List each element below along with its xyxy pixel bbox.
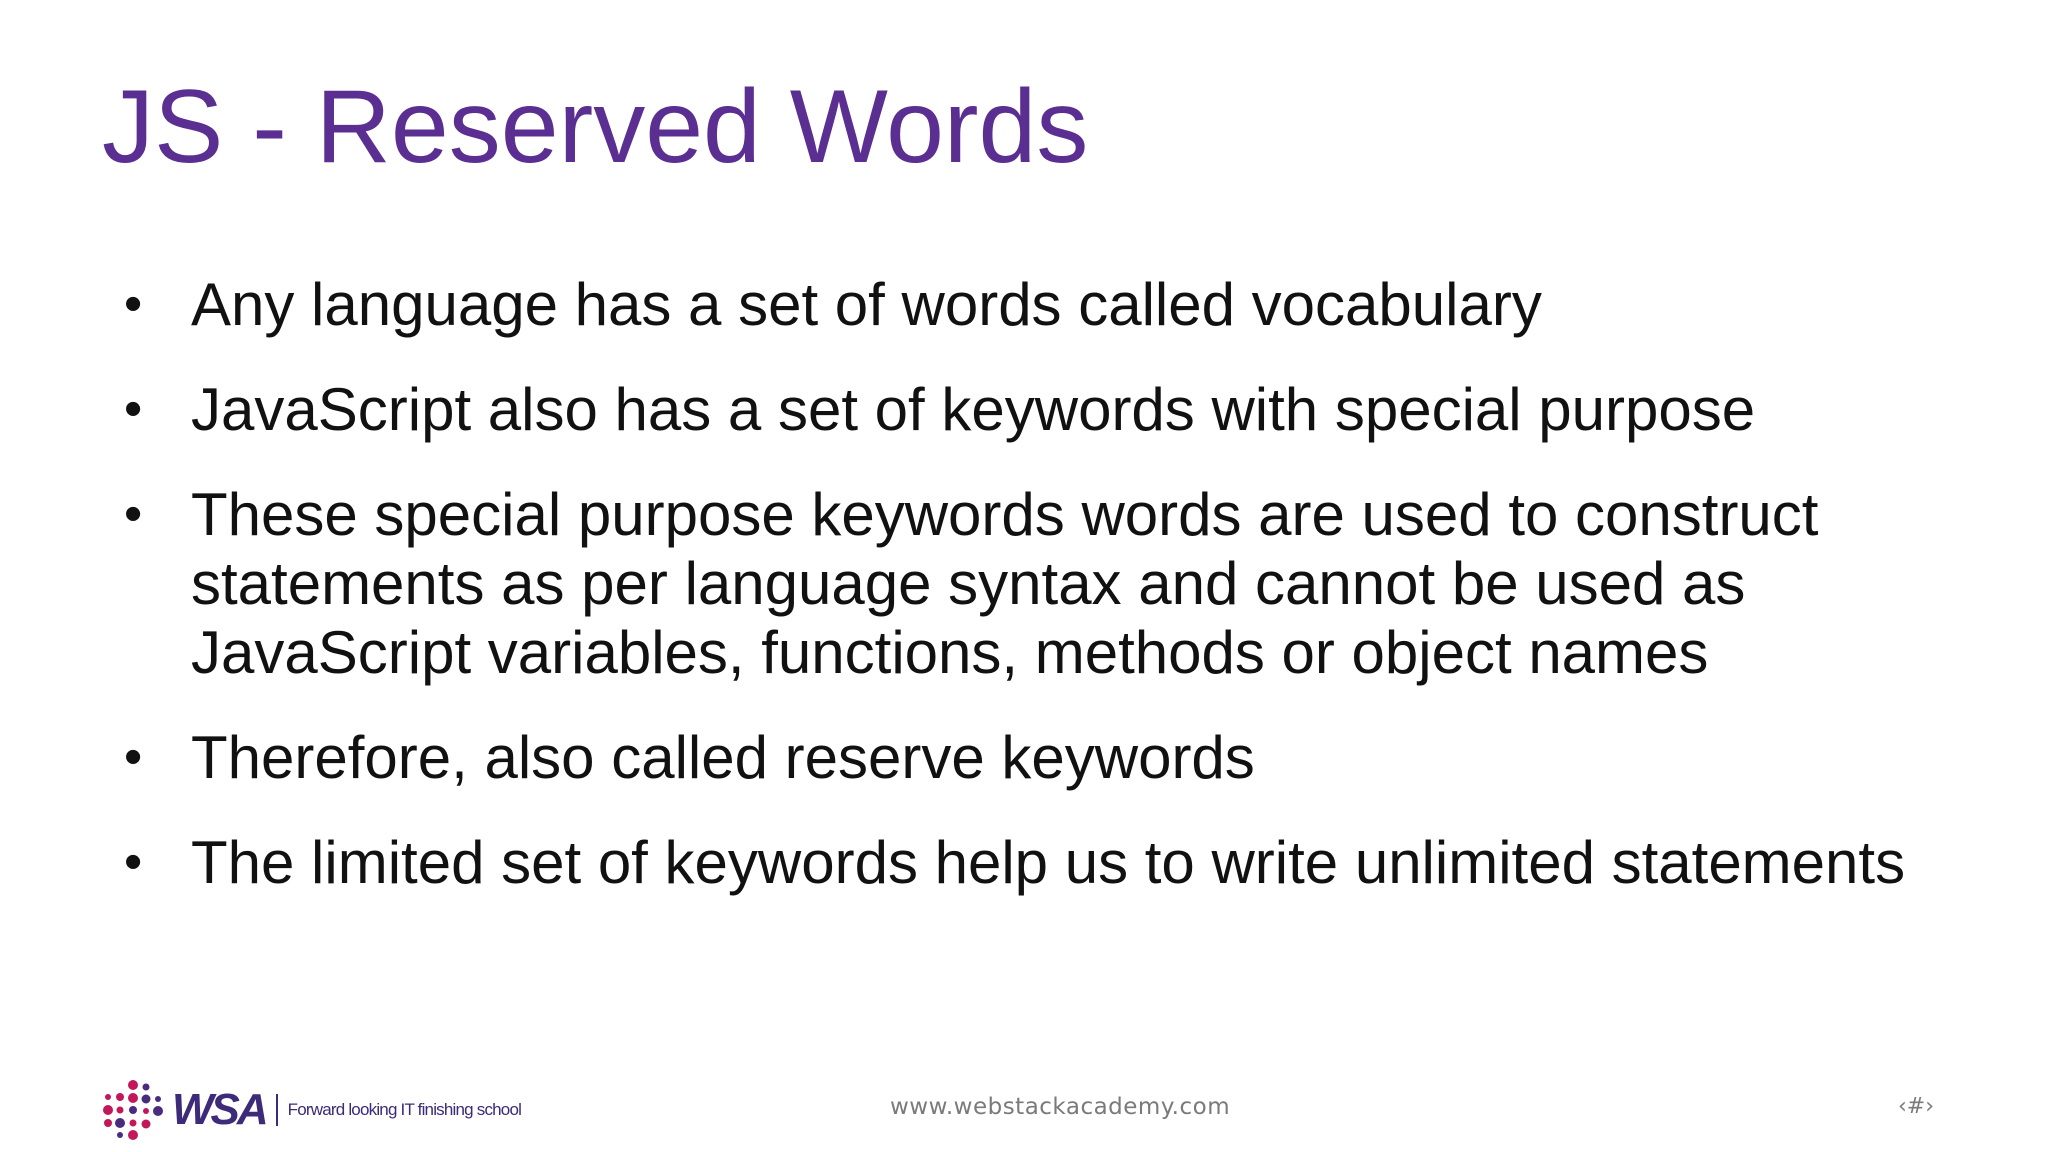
footer-url: www.webstackacademy.com: [890, 1094, 1231, 1120]
bullet-dot-icon: •: [124, 275, 143, 333]
bullet-text: Therefore, also called reserve keywords: [191, 724, 1255, 791]
bullet-text: Any language has a set of words called vocabulary: [191, 271, 1542, 338]
bullet-list: [120, 270, 2020, 933]
bullet-item: [120, 828, 2020, 897]
slide-title: JS - Reserved Words: [102, 69, 1089, 185]
logo-tagline: Forward looking IT finishing school: [287, 1100, 522, 1119]
bullet-item: [120, 375, 2020, 444]
bullet-text: JavaScript also has a set of keywords with special purpose: [191, 376, 1756, 443]
bullet-item: [120, 480, 2020, 687]
wsa-logo: [102, 1078, 521, 1142]
slide-footer: [0, 1070, 2048, 1152]
logo-divider: [276, 1094, 278, 1126]
bullet-item: [120, 723, 2020, 792]
bullet-dot-icon: •: [124, 485, 143, 543]
logo-wordmark: WSA: [172, 1085, 266, 1134]
bullet-dot-icon: •: [124, 833, 143, 891]
bullet-text: The limited set of keywords help us to write unlimited statements: [191, 829, 1906, 896]
dot-grid-logo-icon: [102, 1079, 164, 1141]
bullet-item: [120, 270, 2020, 339]
bullet-dot-icon: •: [124, 380, 143, 438]
bullet-text: These special purpose keywords words are used to construct statements as per language syntax and cannot be used as JavaScript variables, functions, methods or object names: [191, 481, 1819, 686]
bullet-dot-icon: •: [124, 728, 143, 786]
slide-number: ‹#›: [1898, 1094, 1935, 1119]
